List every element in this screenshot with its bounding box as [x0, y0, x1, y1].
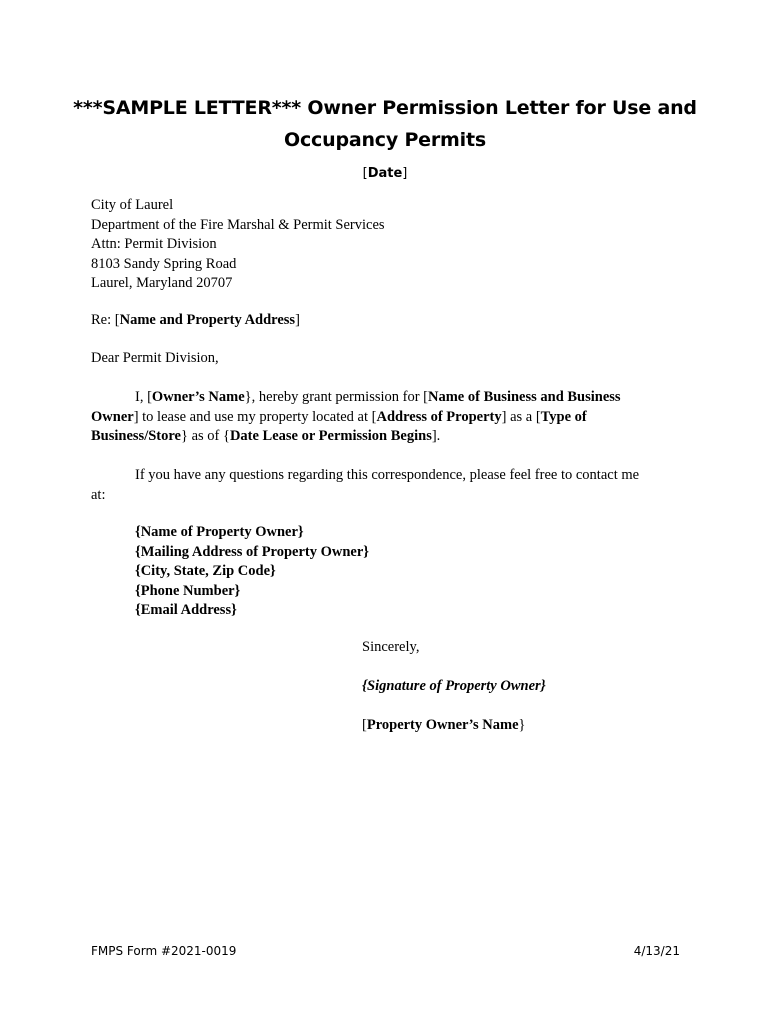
footer-form-number: FMPS Form #2021-0019 — [91, 944, 237, 958]
business-name-field: Name of Business and Business — [428, 389, 621, 405]
text-segment: }, hereby grant permission for [ — [244, 389, 428, 405]
property-address-field: Address of Property — [376, 408, 502, 425]
name-open-bracket: [ — [362, 717, 367, 733]
date-open-bracket: [ — [362, 166, 368, 181]
property-owner-name-field: Property Owner’s Name — [366, 717, 519, 733]
contact-phone: {Phone Number} — [135, 582, 241, 599]
owner-name-field: Owner’s Name — [151, 389, 245, 405]
contact-email: {Email Address} — [135, 602, 237, 618]
text-segment: } as of { — [180, 428, 230, 444]
contact-mailing-address: {Mailing Address of Property Owner} — [135, 543, 370, 560]
recipient-line-5: Laurel, Maryland 20707 — [91, 275, 233, 291]
footer-date: 4/13/21 — [633, 944, 680, 958]
recipient-line-4: 8103 Sandy Spring Road — [91, 255, 237, 272]
letter-title — [60, 92, 710, 156]
recipient-address — [91, 196, 385, 294]
business-owner-field: Owner — [91, 408, 134, 425]
contact-block — [135, 523, 369, 621]
re-line — [91, 311, 300, 331]
permission-line-2 — [91, 408, 681, 428]
text-segment: ] to lease and use my property located at [ — [133, 408, 377, 425]
recipient-line-3: Attn: Permit Division — [91, 236, 217, 252]
closing-sincerely: Sincerely, — [362, 639, 420, 655]
text-segment: ]. — [431, 428, 441, 444]
text-segment: ] as a [ — [501, 408, 541, 425]
re-suffix: ] — [295, 312, 300, 328]
contact-paragraph-line-2: at: — [91, 486, 106, 503]
permission-line-3 — [91, 427, 681, 447]
name-close-bracket: } — [518, 717, 526, 733]
re-field: Name and Property Address — [119, 312, 296, 328]
contact-paragraph-line-1: If you have any questions regarding this correspondence, please feel free to contact me — [135, 467, 640, 483]
contact-city-state-zip: {City, State, Zip Code} — [135, 563, 276, 579]
contact-paragraph — [91, 466, 681, 505]
recipient-line-2: Department of the Fire Marshal & Permit Services — [91, 216, 385, 233]
recipient-line-1: City of Laurel — [91, 197, 174, 213]
lease-date-field: Date Lease or Permission Begins — [229, 428, 432, 444]
permission-line-1 — [91, 388, 681, 408]
owner-name-closing — [362, 716, 525, 736]
salutation: Dear Permit Division, — [91, 350, 219, 366]
title-line-2: Occupancy Permits — [284, 129, 486, 151]
date-field — [0, 165, 770, 183]
signature-field: {Signature of Property Owner} — [362, 678, 546, 694]
date-close-bracket: ] — [402, 166, 408, 181]
text-segment: I, [ — [135, 389, 152, 405]
date-label: Date — [367, 166, 403, 181]
business-store-field: Business/Store — [91, 428, 181, 444]
permission-paragraph — [91, 388, 681, 447]
contact-owner-name: {Name of Property Owner} — [135, 524, 304, 540]
re-prefix: Re: [ — [91, 312, 120, 328]
title-line-1: ***SAMPLE LETTER*** Owner Permission Letter for Use and — [73, 97, 697, 119]
business-type-field: Type of — [540, 408, 587, 425]
